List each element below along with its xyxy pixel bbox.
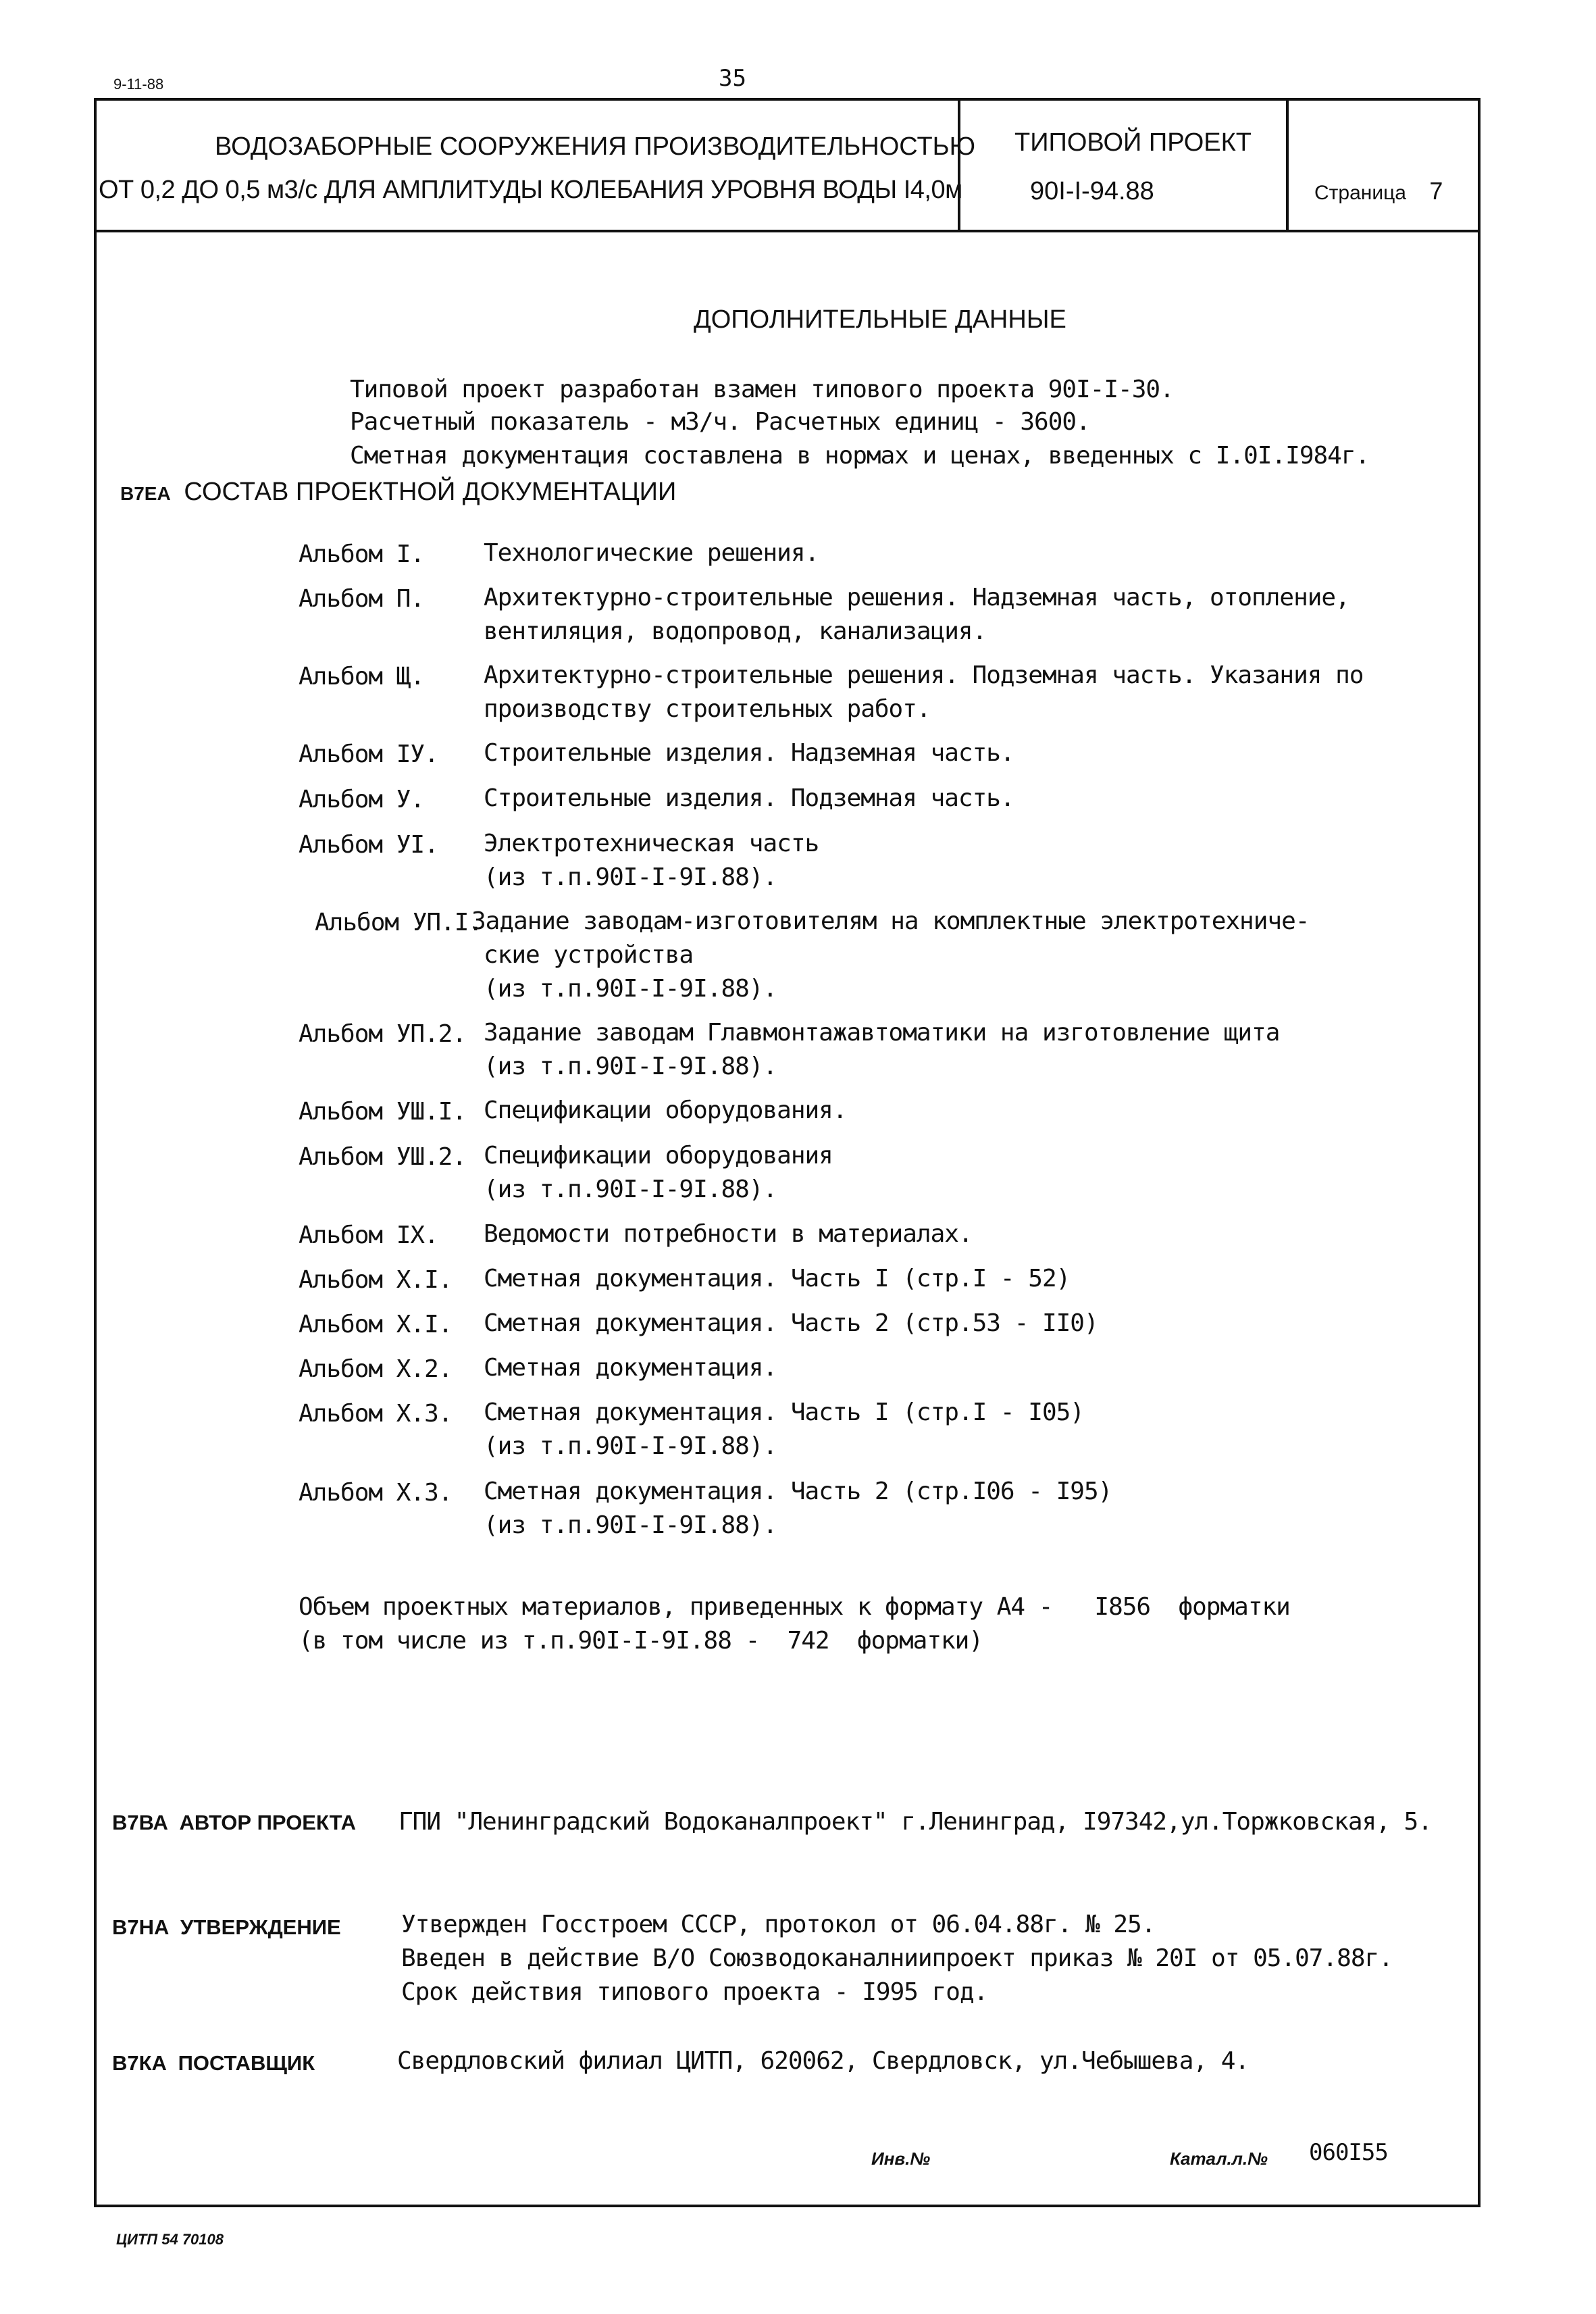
section-title: ДОПОЛНИТЕЛЬНЫЕ ДАННЫЕ — [694, 305, 1066, 334]
album-label: Альбом Щ. — [299, 663, 425, 690]
album-description-line: (из т.п.90I-I-9I.88). — [484, 1176, 777, 1203]
album-label: Альбом X.I. — [299, 1311, 453, 1338]
album-description-line: Сметная документация. Часть I (стр.I - I05) — [484, 1399, 1084, 1426]
album-label: Альбом П. — [299, 585, 425, 613]
intro-line-1: Типовой проект разработан взамен типового проекта 90I-I-30. — [350, 376, 1174, 403]
volume-line-1: Объем проектных материалов, приведенных к формату А4 - I856 форматки — [299, 1593, 1290, 1621]
album-label: Альбом X.I. — [299, 1266, 453, 1294]
album-description-line: вентиляция, водопровод, канализация. — [484, 618, 987, 645]
approval-line-1: Утвержден Госстроем СССР, протокол от 06.04.88г. № 25. — [401, 1911, 1156, 1938]
album-label: Альбом УШ.2. — [299, 1143, 467, 1171]
album-description-line: (из т.п.90I-I-9I.88). — [484, 1511, 777, 1539]
intro-line-3: Сметная документация составлена в нормах и ценах, введенных с I.0I.I984г. — [350, 442, 1370, 470]
page-label-value: 7 — [1429, 177, 1443, 205]
catalog-label: Катал.л.№ — [1170, 2148, 1268, 2169]
album-description-line: Сметная документация. — [484, 1354, 777, 1382]
album-description-line: Архитектурно-строительные решения. Подземная часть. Указания по — [484, 661, 1364, 689]
approval-label: УТВЕРЖДЕНИЕ — [180, 1915, 341, 1939]
supplier-text: Свердловский филиал ЦИТП, 620062, Свердловск, ул.Чебышева, 4. — [397, 2047, 1250, 2075]
album-description-line: Спецификации оборудования — [484, 1142, 833, 1169]
album-description-line: Задание заводам Главмонтажавтоматики на изготовление щита — [484, 1019, 1280, 1047]
supplier-label: ПОСТАВЩИК — [178, 2051, 315, 2075]
composition-code: В7ЕА — [120, 483, 171, 504]
page-label — [1314, 177, 1443, 205]
album-label: Альбом I. — [299, 540, 425, 568]
print-stamp: ЦИТП 54 70108 — [116, 2231, 224, 2248]
catalog-value: 060I55 — [1309, 2139, 1388, 2166]
album-label: Альбом УI. — [299, 831, 438, 859]
approval-line-2: Введен в действие В/О Союзводоканалниипроект приказ № 20I от 05.07.88г. — [401, 1944, 1393, 1972]
album-label: Альбом УП.I. — [315, 909, 483, 936]
page-number: 35 — [719, 65, 746, 92]
intro-line-2: Расчетный показатель - м3/ч. Расчетных единиц - 3600. — [350, 408, 1090, 436]
album-description-line: (из т.п.90I-I-9I.88). — [484, 863, 777, 891]
header-col-divider-1 — [958, 98, 960, 231]
album-description-line: (из т.п.90I-I-9I.88). — [484, 1053, 777, 1080]
header-title-line2: ОТ 0,2 ДО 0,5 м3/с ДЛЯ АМПЛИТУДЫ КОЛЕБАНИЯ УРОВНЯ ВОДЫ I4,0м — [99, 176, 962, 204]
print-date: 9-11-88 — [113, 76, 164, 93]
volume-line-2: (в том числе из т.п.90I-I-9I.88 - 742 форматки) — [299, 1627, 983, 1655]
composition-title: СОСТАВ ПРОЕКТНОЙ ДОКУМЕНТАЦИИ — [184, 478, 677, 506]
approval-code-text: В7НА — [112, 1915, 170, 1939]
project-label: ТИПОВОЙ ПРОЕКТ — [1014, 128, 1252, 157]
author-text: ГПИ "Ленинградский Водоканалпроект" г.Ленинград, I97342,ул.Торжковская, 5. — [398, 1808, 1432, 1836]
album-label: Альбом УШ.I. — [299, 1098, 467, 1126]
album-description-line: производству строительных работ. — [484, 695, 931, 723]
album-label: Альбом УП.2. — [299, 1020, 467, 1048]
inv-label: Инв.№ — [871, 2148, 931, 2169]
header-title-line1: ВОДОЗАБОРНЫЕ СООРУЖЕНИЯ ПРОИЗВОДИТЕЛЬНОСТЬЮ — [215, 132, 976, 161]
album-description-line: Сметная документация. Часть 2 (стр.53 - II0) — [484, 1309, 1098, 1337]
supplier-code — [112, 2051, 315, 2076]
album-description-line: (из т.п.90I-I-9I.88). — [484, 975, 777, 1003]
album-description-line: (из т.п.90I-I-9I.88). — [484, 1432, 777, 1460]
album-description-line: Сметная документация. Часть 2 (стр.I06 - I95) — [484, 1478, 1112, 1505]
album-label: Альбом X.3. — [299, 1479, 453, 1507]
author-code — [112, 1811, 356, 1835]
album-label: Альбом IX. — [299, 1222, 438, 1249]
album-description-line: Задание заводам-изготовителям на комплектные электротехниче- — [471, 907, 1310, 935]
album-description-line: ские устройства — [484, 941, 694, 969]
author-code-text: В7ВА — [112, 1811, 168, 1834]
album-description-line: Электротехническая часть — [484, 830, 819, 857]
album-description-line: Спецификации оборудования. — [484, 1097, 847, 1124]
header-divider — [94, 230, 1481, 232]
album-label: Альбом X.2. — [299, 1355, 453, 1383]
album-description-line: Сметная документация. Часть I (стр.I - 52) — [484, 1265, 1071, 1292]
album-label: Альбом X.3. — [299, 1400, 453, 1428]
project-number: 90I-I-94.88 — [1030, 177, 1154, 205]
album-description-line: Технологические решения. — [484, 539, 819, 567]
supplier-code-text: В7КА — [112, 2051, 167, 2075]
album-description-line: Строительные изделия. Подземная часть. — [484, 784, 1014, 812]
author-label: АВТОР ПРОЕКТА — [179, 1811, 357, 1834]
approval-code — [112, 1915, 341, 1940]
page-label-text: Страница — [1314, 182, 1406, 204]
header-col-divider-2 — [1286, 98, 1289, 231]
composition-heading — [120, 478, 676, 507]
album-description-line: Ведомости потребности в материалах. — [484, 1220, 973, 1248]
album-label: Альбом У. — [299, 786, 425, 813]
album-description-line: Архитектурно-строительные решения. Надземная часть, отопление, — [484, 584, 1349, 611]
album-label: Альбом IУ. — [299, 740, 438, 768]
album-description-line: Строительные изделия. Надземная часть. — [484, 739, 1014, 767]
approval-line-3: Срок действия типового проекта - I995 год. — [401, 1978, 988, 2006]
